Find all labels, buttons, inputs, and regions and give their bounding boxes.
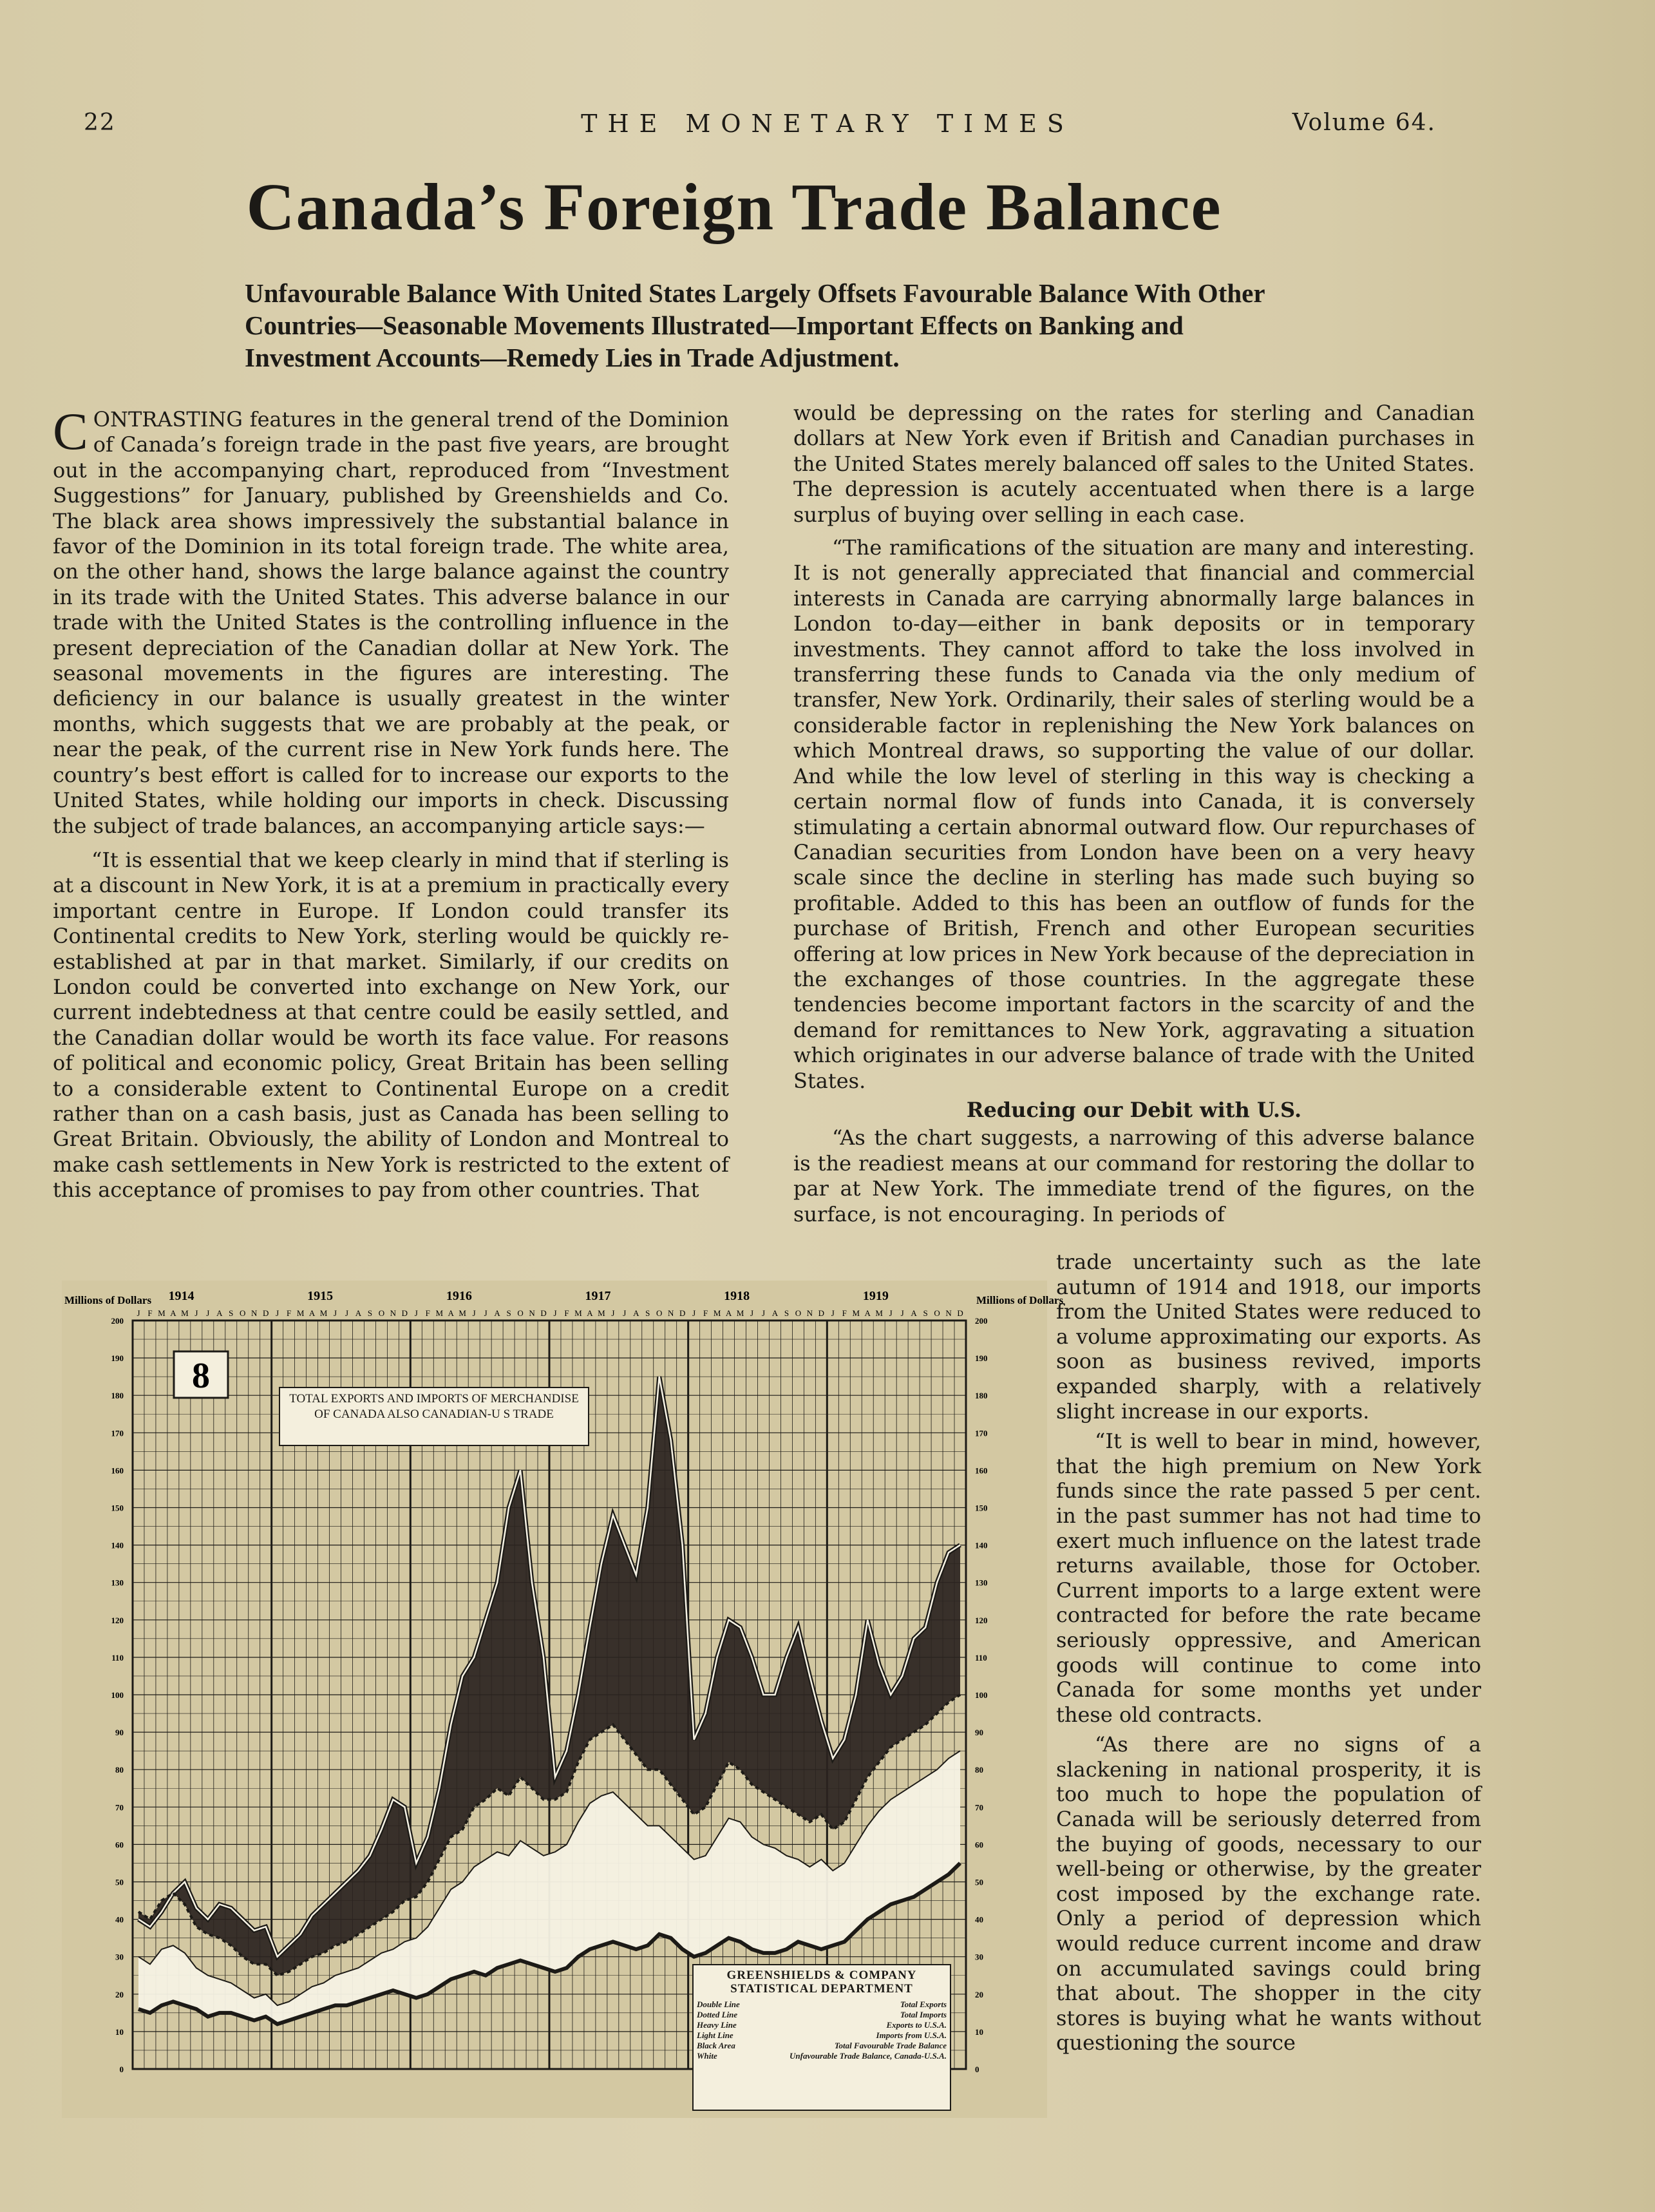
chart-credit: GREENSHIELDS & COMPANY STATISTICAL DEPARTMENT — [726, 1969, 917, 1996]
legend-entry — [697, 2051, 947, 2061]
y-tick-label-right: 90 — [975, 1728, 983, 1738]
y-tick-label-left: 90 — [115, 1728, 124, 1738]
month-label: J — [553, 1308, 557, 1318]
y-tick-label-left: 30 — [115, 1952, 124, 1962]
month-label: J — [611, 1308, 615, 1318]
paragraph-3: would be depressing on the rates for sterling and Canadian dollars at New York even if British and Canadian purchases in the United States merely balanced off sales to the United States. The depression is acutely accentuated when there is a large surplus of buying over selling in each case. — [793, 401, 1475, 527]
month-label: M — [875, 1308, 883, 1318]
month-label: N — [529, 1308, 535, 1318]
y-tick-label-right: 40 — [975, 1914, 983, 1925]
y-tick-label-left: 140 — [111, 1540, 124, 1550]
month-label: N — [390, 1308, 397, 1318]
month-label: A — [911, 1308, 917, 1318]
chart-title: TOTAL EXPORTS AND IMPORTS OF MERCHANDISE OF CANADA ALSO CANADIAN-U S TRADE — [289, 1392, 579, 1421]
chart-legend — [697, 1999, 947, 2061]
y-tick-label-right: 120 — [975, 1615, 988, 1625]
y-tick-label-right: 100 — [975, 1690, 988, 1700]
month-label: A — [587, 1308, 593, 1318]
y-tick-label-right: 0 — [975, 2064, 979, 2074]
year-label: 1917 — [585, 1289, 611, 1303]
month-label: M — [736, 1308, 744, 1318]
legend-style: Light Line — [697, 2030, 733, 2040]
month-label: J — [831, 1308, 835, 1318]
y-tick-label-right: 160 — [975, 1465, 988, 1476]
month-label: A — [170, 1308, 176, 1318]
y-tick-label-left: 50 — [115, 1877, 124, 1887]
y-tick-label-left: 190 — [111, 1353, 124, 1364]
paragraph-6: “It is well to bear in mind, however, that the high premium on New York funds since the rate passed 5 per cent. in the past summer has not had time to exert much influence on the latest trade returns available, those for October. Current imports to a large extent were contracted for before the rate became seriously oppressive, and American goods will continue to come into Canada for some months yet under these old contracts. — [1056, 1429, 1481, 1727]
legend-entry — [697, 1999, 947, 2010]
month-label: A — [448, 1308, 454, 1318]
month-label: A — [771, 1308, 779, 1318]
month-label: M — [852, 1308, 860, 1318]
chart-number: 8 — [192, 1356, 210, 1396]
y-tick-label-right: 190 — [975, 1353, 988, 1364]
y-tick-label-right: 170 — [975, 1428, 988, 1438]
y-tick-label-left: 130 — [111, 1578, 124, 1588]
month-label: D — [957, 1308, 963, 1318]
month-label: A — [216, 1308, 223, 1318]
paragraph-1: CONTRASTING features in the general trend of the Dominion of Canada’s foreign trade in the past five years, are brought out in the accompanying chart, reproduced from “Investment Suggestions” for January, published by Greenshields and Co. The black area shows impressively the substantial balance in favor of the Dominion in its total foreign trade. The white area, on the other hand, shows the large balance against the country in its trade with the United States. This adverse balance in our trade with the United States is the controlling influence in the present depreciation of the Canadian dollar at New York. The seasonal movements in the figures are interesting. The deficiency in our balance is usually greatest in the winter months, which suggests that we are probably at the peak, or near the peak, of the current rise in New York funds here. The country’s best effort is called for to increase our exports to the United States, while holding our imports in check. Discussing the subject of trade balances, an accompanying article says:— — [53, 402, 729, 838]
y-tick-label-right: 180 — [975, 1391, 988, 1401]
legend-style: Dotted Line — [697, 2010, 738, 2019]
legend-entry — [697, 2041, 947, 2051]
y-axis-label-left: Millions of Dollars — [64, 1294, 152, 1306]
y-tick-label-left: 120 — [111, 1615, 124, 1625]
month-label: F — [703, 1308, 708, 1318]
legend-label: Total Exports — [900, 1999, 947, 2009]
legend-style: White — [697, 2051, 717, 2061]
legend-entry — [697, 2030, 947, 2041]
month-label: D — [262, 1308, 269, 1318]
month-label: A — [308, 1308, 316, 1318]
month-label: J — [276, 1308, 279, 1318]
month-label: A — [355, 1308, 362, 1318]
y-tick-label-left: 200 — [111, 1316, 124, 1326]
month-label: A — [494, 1308, 500, 1318]
month-label: D — [540, 1308, 547, 1318]
month-label: J — [194, 1308, 198, 1318]
column-right — [793, 401, 1475, 1227]
month-label: J — [750, 1308, 754, 1318]
y-tick-label-left: 150 — [111, 1503, 124, 1513]
month-label: O — [378, 1308, 385, 1318]
month-label: N — [251, 1308, 258, 1318]
trade-chart — [62, 1281, 1064, 2118]
month-label: M — [598, 1308, 605, 1318]
y-tick-label-right: 30 — [975, 1952, 983, 1962]
month-label: F — [287, 1308, 292, 1318]
month-label: J — [761, 1308, 766, 1318]
y-tick-label-left: 20 — [115, 1989, 124, 1999]
page-number: 22 — [84, 110, 116, 136]
subheading: Reducing our Debit with U.S. — [966, 1097, 1302, 1122]
year-label: 1918 — [724, 1289, 750, 1303]
month-label: D — [401, 1308, 408, 1318]
y-tick-label-left: 80 — [115, 1765, 124, 1775]
y-tick-label-left: 170 — [111, 1428, 124, 1438]
month-label: J — [623, 1308, 627, 1318]
y-tick-label-right: 150 — [975, 1503, 988, 1513]
legend-style: Heavy Line — [697, 2020, 737, 2030]
month-label: O — [517, 1308, 524, 1318]
legend-entry — [697, 2010, 947, 2020]
y-tick-label-left: 160 — [111, 1465, 124, 1476]
y-tick-label-left: 70 — [115, 1802, 124, 1813]
paragraph-4: “The ramifications of the situation are many and interesting. It is not generally appreciated that financial and commercial interests in Canada are carrying abnormally large balances in London to-day—either in bank deposits or in temporary investments. They cannot afford to take the loss involved in transferring these funds to Canada via the only medium of transfer, New York. Ordinarily, their sales of sterling would be a considerable factor in replenishing the New York balances on which Montreal draws, so supporting the value of our dollar. And while the low level of sterling in this way is checking a certain normal flow of funds into Canada, it is conversely stimulating a certain abnormal outward flow. Our repurchases of Canadian securities from London have been on a very heavy scale since the decline in sterling has made such buying so profitable. Added to this has been an outflow of funds for the purchase of British, French and other European securities offering at low prices in New York because of the depreciation in the exchanges of those countries. In the aggregate these tendencies become important factors in the scarcity of and the demand for remittances to New York, aggravating a situation which originates in our adverse balance of trade with the United States. — [793, 535, 1475, 1093]
month-label: J — [333, 1308, 337, 1318]
y-tick-label-right: 110 — [975, 1652, 987, 1663]
y-tick-label-right: 20 — [975, 1989, 983, 1999]
drop-cap: C — [53, 402, 88, 461]
column-right-narrow — [1056, 1250, 1481, 2055]
month-label: J — [345, 1308, 349, 1318]
y-tick-label-right: 130 — [975, 1578, 988, 1588]
paragraph-5a: “As the chart suggests, a narrowing of this adverse balance is the readiest means at our command for restoring the dollar to par at New York. The immediate trend of the figures, on the surface, is not encouraging. In periods of — [793, 1125, 1475, 1226]
month-label: O — [656, 1308, 663, 1318]
month-label: J — [889, 1308, 893, 1318]
month-label: M — [459, 1308, 466, 1318]
article-title: Canada’s Foreign Trade Balance — [246, 170, 1222, 244]
month-label: A — [864, 1308, 871, 1318]
month-label: S — [506, 1308, 511, 1318]
y-tick-label-right: 10 — [975, 2026, 983, 2037]
month-label: N — [668, 1308, 674, 1318]
month-label: F — [842, 1308, 847, 1318]
month-label: M — [574, 1308, 582, 1318]
y-tick-label-left: 180 — [111, 1391, 124, 1401]
month-label: J — [206, 1308, 210, 1318]
month-label: O — [240, 1308, 246, 1318]
month-label: M — [296, 1308, 305, 1318]
month-label: J — [484, 1308, 487, 1318]
month-label: J — [900, 1308, 904, 1318]
column-left — [53, 402, 729, 1203]
legend-label: Imports from U.S.A. — [876, 2030, 947, 2040]
month-label: M — [158, 1308, 166, 1318]
month-label: M — [319, 1308, 328, 1318]
month-label: D — [818, 1308, 825, 1318]
month-label: A — [725, 1308, 732, 1318]
running-head: THE MONETARY TIMES — [581, 110, 1074, 138]
month-label: N — [945, 1308, 952, 1318]
legend-label: Unfavourable Trade Balance, Canada-U.S.A. — [790, 2051, 947, 2061]
month-label: J — [414, 1308, 418, 1318]
year-label: 1915 — [307, 1289, 334, 1303]
year-label: 1919 — [862, 1289, 889, 1303]
article-deck: Unfavourable Balance With United States Largely Offsets Favourable Balance With Other Countries—Seasonable Movements Illustrated—Important Effects on Banking and Investment Accounts—Remedy Lies in Trade Adjustment. — [245, 278, 1265, 372]
month-label: O — [795, 1308, 802, 1318]
month-label: M — [713, 1308, 721, 1318]
y-tick-label-left: 10 — [115, 2026, 124, 2037]
month-label: S — [923, 1308, 928, 1318]
y-tick-label-right: 70 — [975, 1802, 983, 1813]
month-label: J — [692, 1308, 696, 1318]
month-label: M — [435, 1308, 444, 1318]
y-tick-label-right: 80 — [975, 1765, 983, 1775]
month-label: M — [181, 1308, 189, 1318]
month-label: O — [934, 1308, 940, 1318]
month-label: S — [784, 1308, 790, 1318]
y-tick-label-right: 200 — [975, 1316, 988, 1326]
trade-chart-svg — [62, 1281, 1064, 2118]
legend-label: Exports to U.S.A. — [886, 2020, 947, 2030]
legend-entry — [697, 2020, 947, 2030]
year-label: 1914 — [168, 1289, 194, 1303]
month-label: F — [425, 1308, 430, 1318]
legend-style: Double Line — [697, 1999, 740, 2009]
y-tick-label-left: 100 — [111, 1690, 124, 1700]
month-label: F — [564, 1308, 569, 1318]
month-label: F — [147, 1308, 153, 1318]
y-tick-label-left: 60 — [115, 1840, 124, 1850]
y-tick-label-left: 0 — [119, 2064, 124, 2074]
paragraph-7: “As there are no signs of a slackening in national prosperity, it is too much to hope the population of Canada will be seriously deterred from the buying of goods, necessary to our well-being or otherwise, by the greater cost imposed by the exchange rate. Only a period of depression which would reduce current income and draw on accumulated savings could bring that about. The shopper in the city stores is buying what he wants without questioning the source — [1056, 1732, 1481, 2055]
month-label: J — [137, 1308, 140, 1318]
legend-style: Black Area — [697, 2041, 735, 2050]
volume-label: Volume 64. — [1292, 110, 1436, 136]
legend-label: Total Favourable Trade Balance — [834, 2041, 947, 2050]
y-tick-label-right: 50 — [975, 1877, 983, 1887]
legend-label: Total Imports — [900, 2010, 947, 2019]
month-label: J — [472, 1308, 476, 1318]
paragraph-5b: trade uncertainty such as the late autumn of 1914 and 1918, our imports from the United States were reduced to a volume approximating our exports. As soon as business revived, imports expanded sharply, with a relatively slight increase in our exports. — [1056, 1250, 1481, 1424]
y-tick-label-left: 110 — [111, 1652, 124, 1663]
y-tick-label-right: 60 — [975, 1840, 983, 1850]
month-label: S — [229, 1308, 234, 1318]
year-label: 1916 — [446, 1289, 472, 1303]
month-label: D — [679, 1308, 686, 1318]
month-label: A — [633, 1308, 639, 1318]
month-label: S — [367, 1308, 373, 1318]
month-label: S — [645, 1308, 650, 1318]
paragraph-2: “It is essential that we keep clearly in mind that if sterling is at a discount in New York, it is at a premium in practically every important centre in Europe. If London could transfer its Continental credits to New York, sterling would be quickly re-established at par in that market. Similarly, if our credits on London could be converted into exchange on New York, our current indebtedness at that centre could be easily settled, and the Canadian dollar would be worth its face value. For reasons of political and economic policy, Great Britain has been selling to a considerable extent to Continental Europe on a credit rather than on a cash basis, just as Canada has been selling to Great Britain. Obviously, the ability of London and Montreal to make cash settlements in New York is restricted to the extent of this acceptance of promises to pay from other countries. That — [53, 847, 729, 1203]
month-label: N — [806, 1308, 813, 1318]
y-tick-label-left: 40 — [115, 1914, 124, 1925]
y-axis-label-right: Millions of Dollars — [976, 1294, 1064, 1306]
y-tick-label-right: 140 — [975, 1540, 988, 1550]
